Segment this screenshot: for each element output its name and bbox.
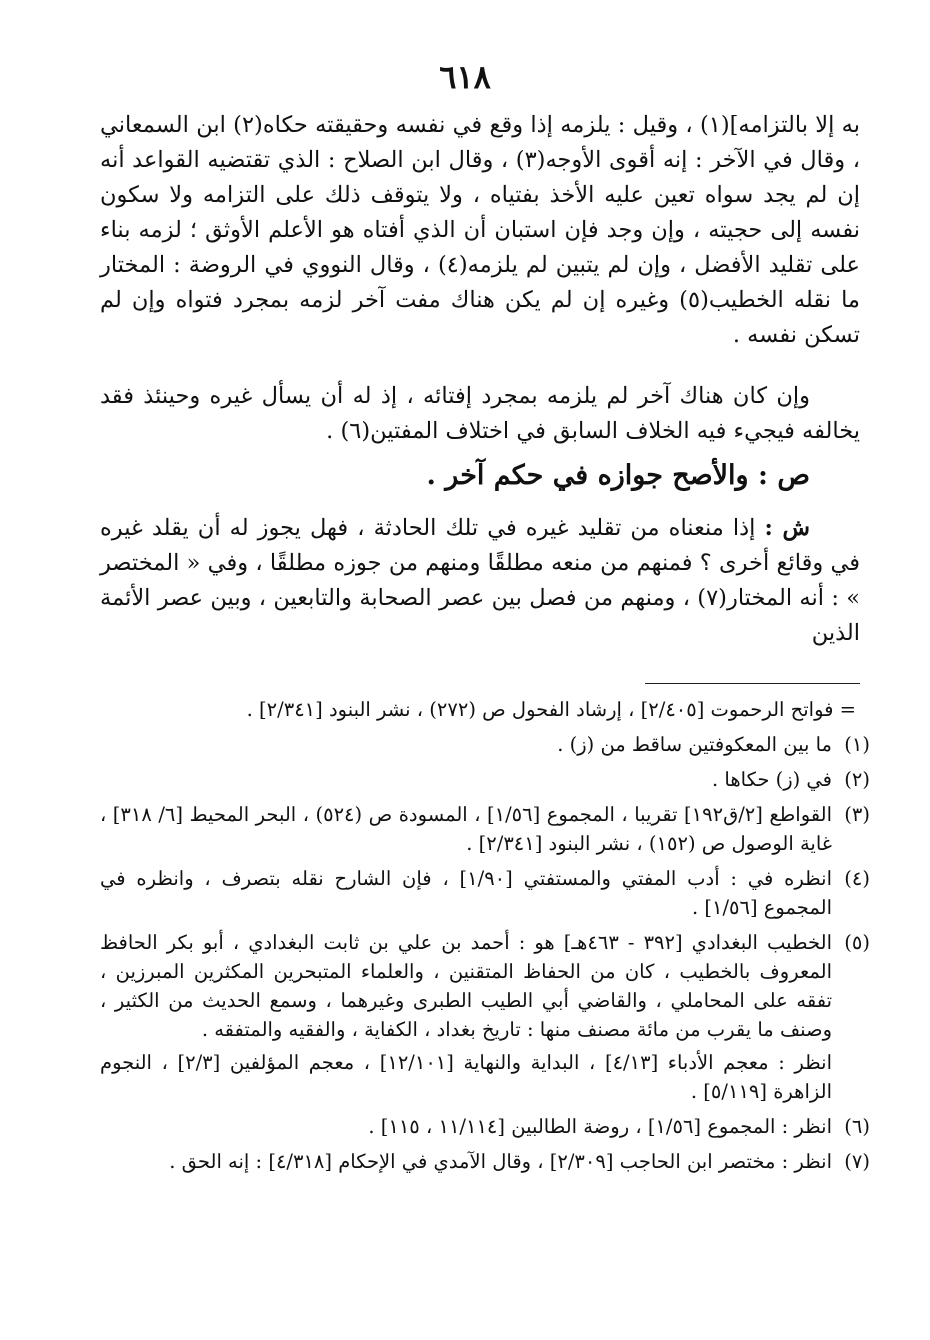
section-heading: ص : والأصح جوازه في حكم آخر .: [426, 460, 810, 491]
footnote-text: ما بين المعكوفتين ساقط من (ز) .: [557, 733, 832, 756]
footnote-item: [100, 1147, 870, 1176]
footnote-item: [100, 928, 870, 1106]
footnote-text: الخطيب البغدادي [٣٩٢ - ٤٦٣هـ] هو : أحمد بن علي بن ثابت البغدادي ، أبو بكر الحافظ المعروف بالخطيب ، كان من الحفاظ المتقنين ، والعلماء المتبحرين المكثرين المبرزين ، تفقه على المحاملي ، والقاضي أبي الطيب الطبرى وغيرهما ، وسمع الحديث من الكثير ، وصنف ما يقرب من مائة مصنف منها : تاريخ بغداد ، الكفاية ، والفقيه والمتفقه .: [100, 931, 832, 1041]
footnote-number: (١): [844, 733, 870, 756]
footnote-text: في (ز) حكاها .: [712, 768, 832, 791]
footnote-item: [100, 1112, 870, 1141]
footnote-number: (٣): [844, 803, 870, 826]
footnote-text: انظر : مختصر ابن الحاجب [٢/٣٠٩] ، وقال الآمدي في الإحكام [٤/٣١٨] : إنه الحق .: [169, 1150, 832, 1173]
footnotes: [100, 695, 870, 1182]
page-number: ٦١٨: [439, 58, 491, 96]
footnote-item: [100, 864, 870, 922]
footnote-number: (٤): [844, 867, 870, 890]
footnote-number: (٢): [844, 768, 870, 791]
paragraph: به إلا بالتزامه](١) ، وقيل : يلزمه إذا وقع في نفسه وحقيقته حكاه(٢) ابن السمعاني ، وقال في الآخر : إنه أقوى الأوجه(٣) ، وقال ابن الصلاح : الذي تقتضيه القواعد أنه إن لم يجد سواه تعين عليه الأخذ بفتياه ، ولا يتوقف ذلك على التزامه ولا سكون نفسه إلى حجيته ، وإن وجد فإن استبان أن الذي أفتاه هو الأعلم الأوثق ؛ لزمه بناء على تقليد الأفضل ، وإن لم يتبين لم يلزمه(٤) ، وقال النووي في الروضة : المختار ما نقله الخطيب(٥) وغيره إن لم يكن هناك مفت آخر لزمه بمجرد فتواه وإن لم تسكن نفسه .: [100, 112, 860, 348]
footnote-text: انظر : المجموع [١/٥٦] ، روضة الطالبين [١١/١١٤ ، ١١٥] .: [368, 1115, 832, 1138]
footnote-item: [100, 800, 870, 858]
footnote-number: (٥): [844, 931, 870, 954]
commentary-text: إذا منعناه من تقليد غيره في تلك الحادثة ، فهل يجوز له أن يقلد غيره في وقائع أخرى ؟ فمنهم من منعه مطلقًا ومنهم من جوزه مطلقًا ، وفي « المختصر » : أنه المختار(٧) ، ومنهم من فصل بين عصر الصحابة والتابعين ، وبين عصر الأئمة الذين: [100, 515, 860, 646]
footnote-continuation: = فواتح الرحموت [٢/٤٠٥] ، إرشاد الفحول ص (٢٧٢) ، نشر البنود [٢/٣٤١] .: [246, 698, 856, 721]
footnote-text: انظره في : أدب المفتي والمستفتي [١/٩٠] ، فإن الشارح نقله بتصرف ، وانظره في المجموع [١/٥٦] .: [100, 867, 832, 919]
footnote-item: [100, 765, 870, 794]
footnote-number: (٧): [844, 1150, 870, 1173]
footnote-number: (٦): [844, 1115, 870, 1138]
footnote-divider: [645, 683, 860, 684]
commentary-paragraph: [100, 511, 860, 651]
main-text: [100, 108, 860, 651]
footnote-references: انظر : معجم الأدباء [٤/١٣] ، البداية والنهاية [١٢/١٠١] ، معجم المؤلفين [٢/٣] ، النجوم الزاهرة [٥/١١٩] .: [100, 1051, 833, 1103]
paragraph: وإن كان هناك آخر لم يلزمه بمجرد إفتائه ، إذ له أن يسأل غيره وحينئذ فقد يخالفه فيجيء فيه الخلاف السابق في اختلاف المفتين(٦) .: [100, 383, 860, 444]
footnote-item: [100, 730, 870, 759]
footnote-text: القواطع [٢/ق١٩٢] تقريبا ، المجموع [١/٥٦] ، المسودة ص (٥٢٤) ، البحر المحيط [٦/ ٣١٨] ، غاية الوصول ص (١٥٢) ، نشر البنود [٢/٣٤١] .: [100, 803, 832, 855]
commentary-label: ش :: [764, 515, 810, 541]
